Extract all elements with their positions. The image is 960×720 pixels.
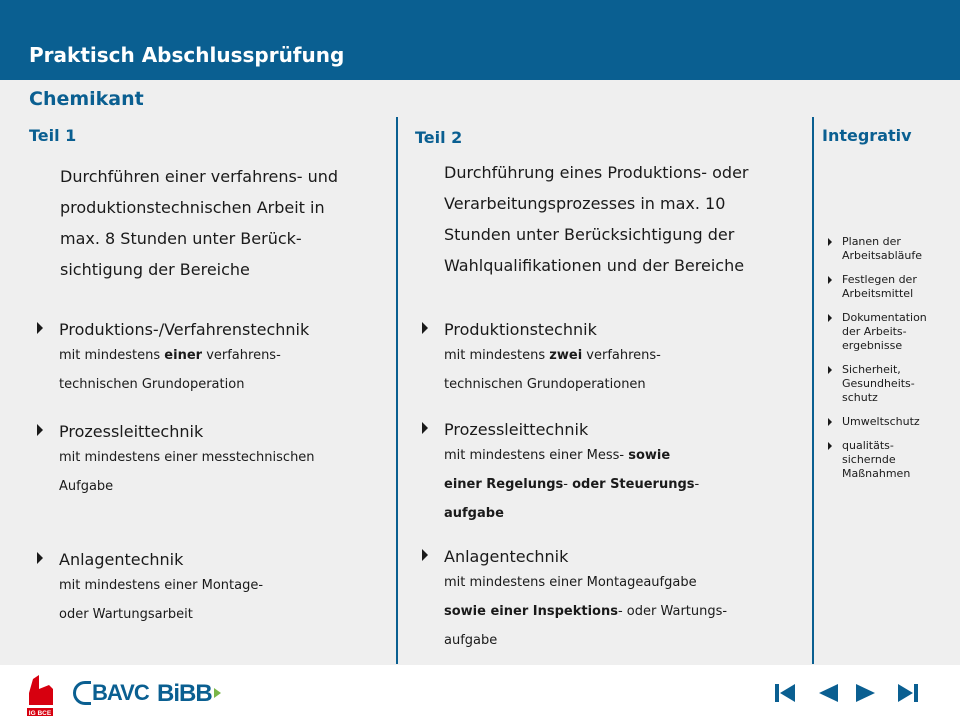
integrativ-list: [826, 235, 956, 491]
teil2-topic-produktion: [444, 319, 661, 399]
intro-line: max. 8 Stunden unter Berück-: [60, 229, 302, 248]
bibb-logo: BiBB: [157, 680, 221, 708]
topic-desc-line: aufgabe: [444, 506, 504, 521]
topic-title: Prozessleittechnik: [444, 420, 589, 439]
column-heading-integrativ: Integrativ: [822, 126, 912, 145]
bullet-arrow-icon: [37, 322, 43, 334]
teil1-intro: [60, 161, 395, 285]
intro-line: Wahlqualifikationen und der Bereiche: [444, 256, 745, 275]
teil1-topic-anlagen: [59, 549, 263, 629]
intro-line: sichtigung der Bereiche: [60, 260, 250, 279]
bullet-arrow-icon: [828, 238, 832, 246]
page-title: Praktisch Abschlussprüfung: [29, 43, 345, 67]
bullet-arrow-icon: [828, 276, 832, 284]
next-page-icon[interactable]: [855, 683, 877, 703]
topic-title: Produktionstechnik: [444, 320, 597, 339]
topic-desc-line: mit mindestens einer Montageaufgabe: [444, 575, 697, 590]
intro-line: Stunden unter Berücksichtigung der: [444, 225, 735, 244]
integrativ-item: Festlegen der Arbeitsmittel: [826, 273, 956, 301]
page-subtitle: Chemikant: [29, 88, 144, 110]
topic-desc-line: mit mindestens einer Mess- sowie: [444, 448, 671, 463]
bullet-arrow-icon: [828, 442, 832, 450]
teil1-topic-produktion: [59, 319, 309, 399]
topic-title: Anlagentechnik: [444, 547, 569, 566]
integrativ-item: Planen der Arbeitsabläufe: [826, 235, 956, 263]
last-page-icon[interactable]: [897, 683, 919, 703]
integrativ-item: Sicherheit, Gesundheits- schutz: [826, 363, 956, 405]
bullet-arrow-icon: [422, 422, 428, 434]
teil2-topic-prozessleit: [444, 419, 699, 528]
bullet-arrow-icon: [828, 314, 832, 322]
bullet-arrow-icon: [422, 322, 428, 334]
bullet-arrow-icon: [828, 418, 832, 426]
column-divider: [812, 117, 814, 664]
svg-text:IG BCE: IG BCE: [28, 710, 52, 717]
topic-desc-line: Aufgabe: [59, 479, 114, 494]
topic-title: Anlagentechnik: [59, 550, 184, 569]
topic-desc-line: aufgabe: [444, 633, 498, 648]
integrativ-item: qualitäts- sichernde Maßnahmen: [826, 439, 956, 481]
igbce-logo: [25, 675, 55, 717]
bullet-arrow-icon: [37, 424, 43, 436]
intro-line: Durchführen einer verfahrens- und: [60, 167, 339, 186]
topic-desc-line: mit mindestens einer verfahrens-: [59, 348, 281, 363]
topic-desc-line: oder Wartungsarbeit: [59, 607, 193, 622]
integrativ-item: Umweltschutz: [826, 415, 956, 429]
bullet-arrow-icon: [37, 552, 43, 564]
topic-desc-line: sowie einer Inspektions- oder Wartungs-: [444, 604, 728, 619]
bavc-logo: BAVC: [73, 680, 149, 706]
topic-title: Prozessleittechnik: [59, 422, 204, 441]
topic-desc-line: technischen Grundoperation: [59, 377, 245, 392]
teil2-intro: [444, 157, 809, 281]
previous-page-icon[interactable]: [817, 683, 839, 703]
integrativ-item: Dokumentation der Arbeits- ergebnisse: [826, 311, 956, 353]
topic-desc-line: mit mindestens einer messtechnischen: [59, 450, 315, 465]
bullet-arrow-icon: [828, 366, 832, 374]
first-page-icon[interactable]: [774, 683, 796, 703]
column-heading-teil1: Teil 1: [29, 126, 77, 145]
teil2-topic-anlagen: [444, 546, 727, 655]
topic-title: Produktions-/Verfahrenstechnik: [59, 320, 310, 339]
column-divider: [396, 117, 398, 664]
topic-desc-line: technischen Grundoperationen: [444, 377, 646, 392]
header-band: [0, 0, 960, 80]
topic-desc-line: mit mindestens einer Montage-: [59, 578, 264, 593]
topic-desc-line: mit mindestens zwei verfahrens-: [444, 348, 661, 363]
bullet-arrow-icon: [422, 549, 428, 561]
column-heading-teil2: Teil 2: [415, 128, 463, 147]
teil1-topic-prozessleit: [59, 421, 315, 501]
intro-line: produktionstechnischen Arbeit in: [60, 198, 325, 217]
topic-desc-line: einer Regelungs- oder Steuerungs-: [444, 477, 700, 492]
intro-line: Verarbeitungsprozesses in max. 10: [444, 194, 726, 213]
intro-line: Durchführung eines Produktions- oder: [444, 163, 749, 182]
